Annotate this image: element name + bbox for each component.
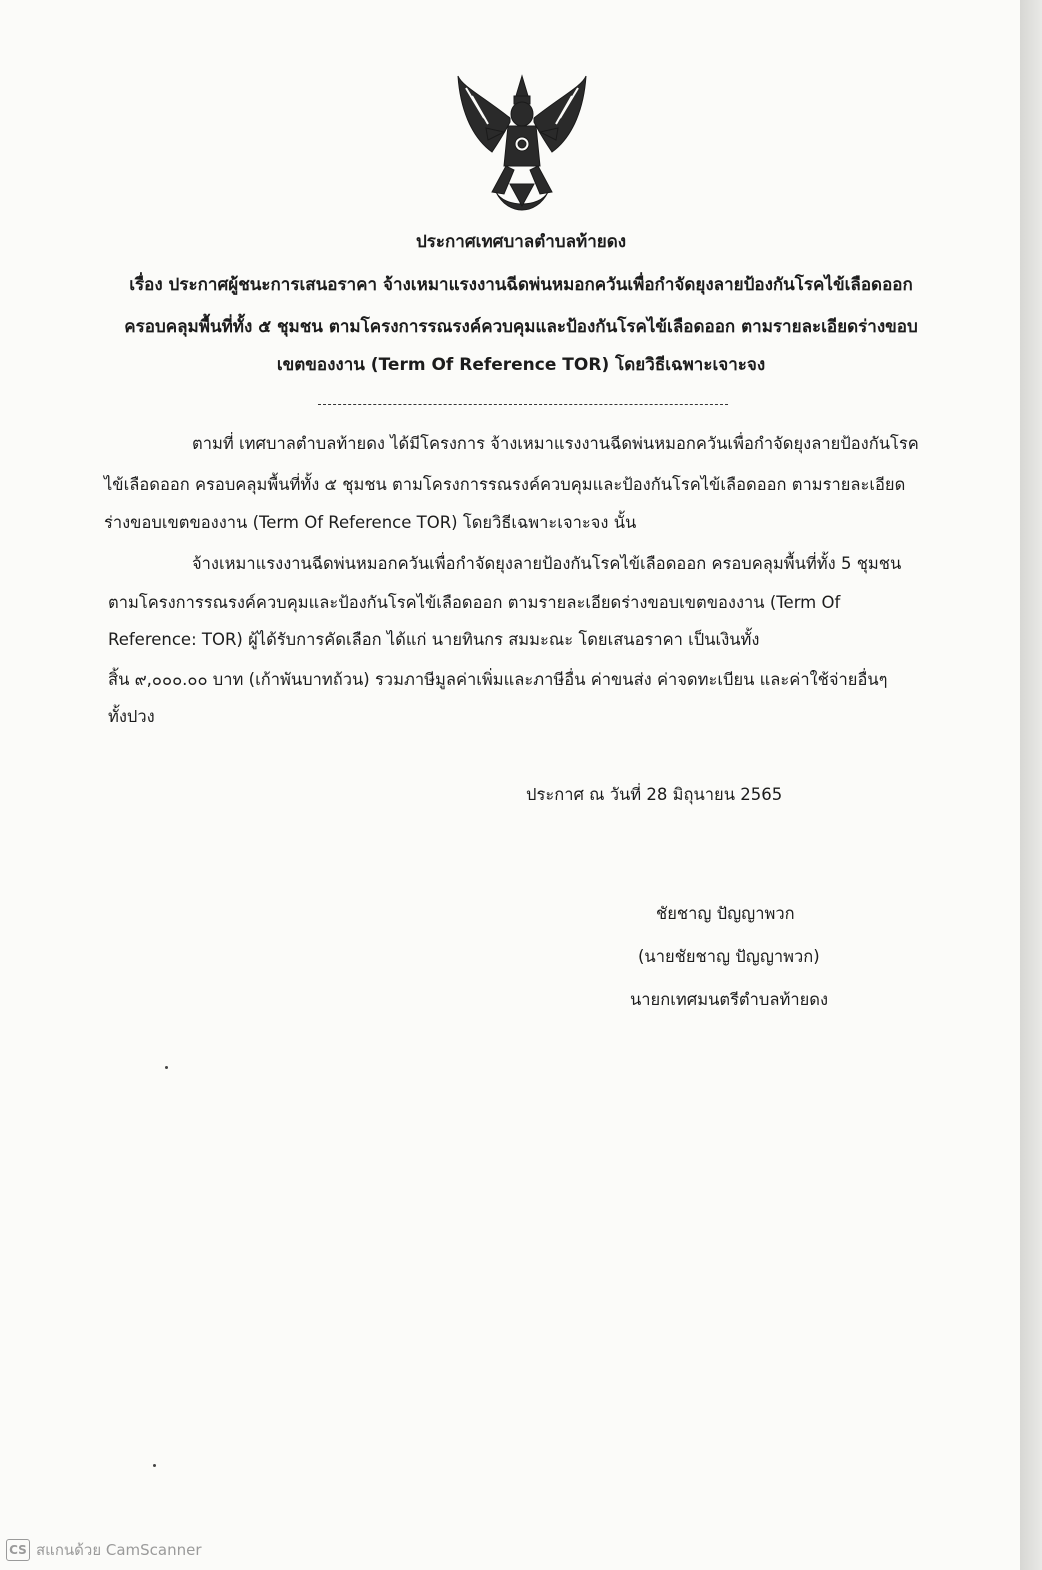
- garuda-emblem-icon: [452, 66, 592, 226]
- signatory-position: นายกเทศมนตรีตำบลท้ายดง: [630, 990, 829, 1009]
- subject-line-2: ครอบคลุมพื้นที่ทั้ง ๕ ชุมชน ตามโครงการรณรงค์ควบคุมและป้องกันโรคไข้เลือดออก ตามรายละเอียดร่างขอบ: [124, 317, 918, 337]
- para2-line-4: สิ้น ๙,๐๐๐.๐๐ บาท (เก้าพันบาทถ้วน) รวมภาษีมูลค่าเพิ่มและภาษีอื่น ค่าขนส่ง ค่าจดทะเบียน และค่าใช้จ่ายอื่นๆ: [108, 670, 888, 689]
- para1-line-1: ตามที่ เทศบาลตำบลท้ายดง ได้มีโครงการ จ้างเหมาแรงงานฉีดพ่นหมอกควันเพื่อกำจัดยุงลายป้องกันโรค: [192, 434, 919, 453]
- para1-line-3: ร่างขอบเขตของงาน (Term Of Reference TOR) โดยวิธีเฉพาะเจาะจง นั้น: [104, 513, 637, 532]
- page-edge: [1020, 0, 1042, 1570]
- divider: [318, 404, 728, 405]
- para2-line-3: Reference: TOR) ผู้ได้รับการคัดเลือก ได้แก่ นายทินกร สมมะณะ โดยเสนอราคา เป็นเงินทั้ง: [108, 630, 760, 649]
- camscanner-watermark: [6, 1538, 202, 1562]
- para2-line-1: จ้างเหมาแรงงานฉีดพ่นหมอกควันเพื่อกำจัดยุงลายป้องกันโรคไข้เลือดออก ครอบคลุมพื้นที่ทั้ง 5 ชุมชน: [192, 554, 902, 573]
- camscanner-text: สแกนด้วย CamScanner: [36, 1541, 202, 1559]
- speck: [165, 1066, 168, 1069]
- subject-line-3: เขตของงาน (Term Of Reference TOR) โดยวิธีเฉพาะเจาะจง: [276, 355, 766, 375]
- para2-line-5: ทั้งปวง: [108, 707, 155, 726]
- document-title: ประกาศเทศบาลตำบลท้ายดง: [415, 232, 627, 252]
- signatory-full-name: (นายชัยชาญ ปัญญาพวก): [638, 947, 820, 966]
- subject-line-1: เรื่อง ประกาศผู้ชนะการเสนอราคา จ้างเหมาแรงงานฉีดพ่นหมอกควันเพื่อกำจัดยุงลายป้องกันโรคไข้เลือดออก: [129, 275, 913, 295]
- signature-name: ชัยชาญ ปัญญาพวก: [656, 904, 795, 923]
- announce-date: ประกาศ ณ วันที่ 28 มิถุนายน 2565: [526, 785, 783, 804]
- para1-line-2: ไข้เลือดออก ครอบคลุมพื้นที่ทั้ง ๕ ชุมชน ตามโครงการรณรงค์ควบคุมและป้องกันโรคไข้เลือดออก ตามรายละเอียด: [104, 475, 906, 494]
- camscanner-logo-icon: CS: [6, 1539, 30, 1561]
- para2-line-2: ตามโครงการรณรงค์ควบคุมและป้องกันโรคไข้เลือดออก ตามรายละเอียดร่างขอบเขตของงาน (Term Of: [108, 593, 841, 612]
- speck: [153, 1464, 156, 1467]
